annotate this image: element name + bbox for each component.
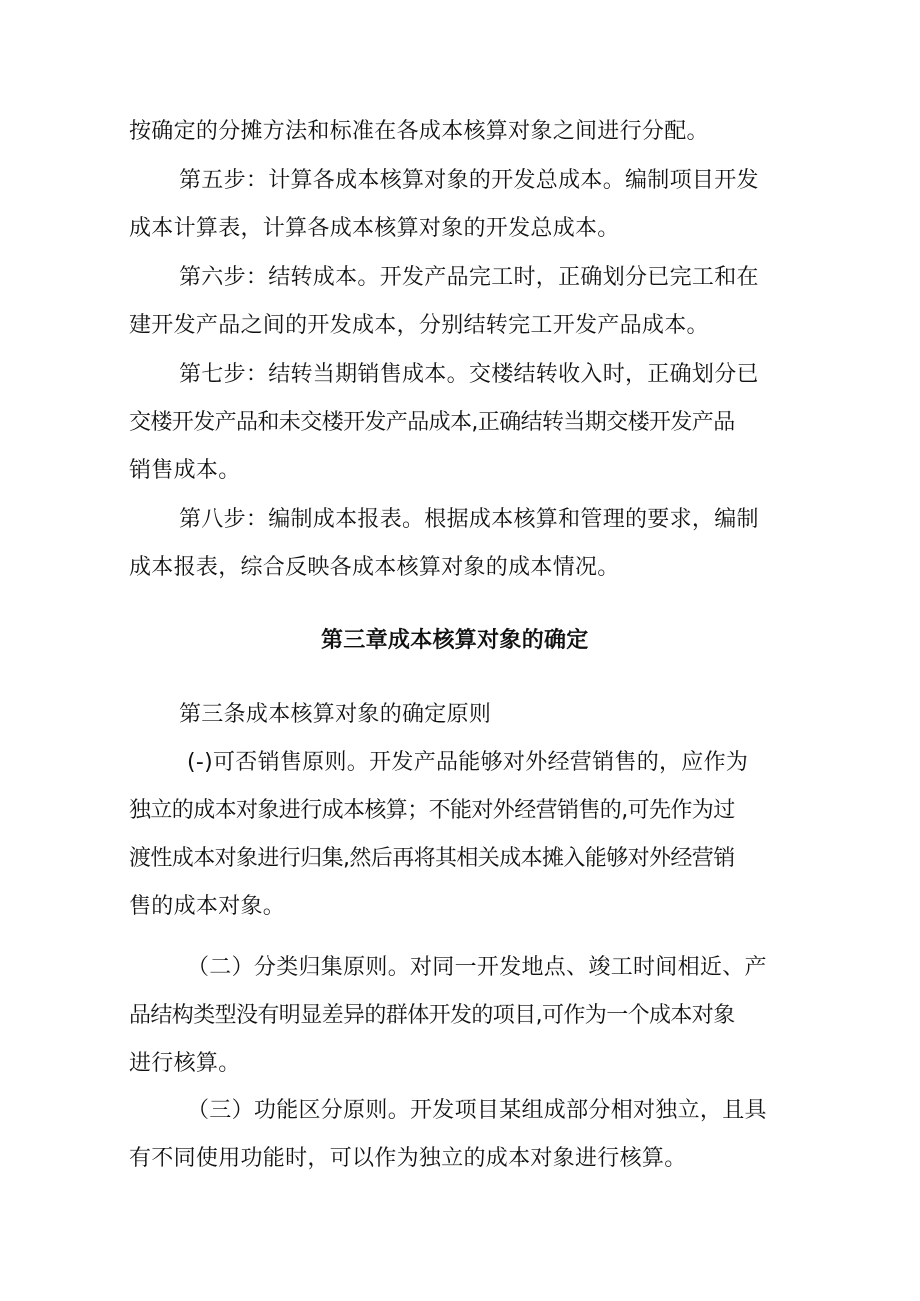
principle-saleability: (-)可否销售原则。开发产品能够对外经营销售的，应作为 xyxy=(187,750,749,775)
paragraph-line: 成本计算表，计算各成本核算对象的开发总成本。 xyxy=(129,216,620,241)
paragraph-line: 进行核算。 xyxy=(129,1051,241,1076)
chapter-heading: 第三章成本核算对象的确定 xyxy=(321,628,589,653)
principle-function: （三）功能区分原则。开发项目某组成部分相对独立，且具 xyxy=(187,1098,767,1123)
paragraph-line: 按确定的分摊方法和标准在各成本核算对象之间进行分配。 xyxy=(129,119,709,144)
paragraph-line: 交楼开发产品和未交楼开发产品成本,正确结转当期交楼开发产品 xyxy=(129,410,735,435)
paragraph-line: 成本报表，综合反映各成本核算对象的成本情况。 xyxy=(129,555,620,580)
paragraph-line: 渡性成本对象进行归集,然后再将其相关成本摊入能够对外经营销 xyxy=(129,846,735,871)
paragraph-step-five: 第五步：计算各成本核算对象的开发总成本。编制项目开发 xyxy=(179,168,759,193)
paragraph-step-six: 第六步：结转成本。开发产品完工时，正确划分已完工和在 xyxy=(179,265,759,290)
paragraph-line: 有不同使用功能时，可以作为独立的成本对象进行核算。 xyxy=(129,1146,687,1171)
paragraph-line: 独立的成本对象进行成本核算；不能对外经营销售的,可先作为过 xyxy=(129,798,735,823)
paragraph-line: 售的成本对象。 xyxy=(129,894,286,919)
paragraph-line: 品结构类型没有明显差异的群体开发的项目,可作为一个成本对象 xyxy=(129,1003,735,1028)
paragraph-step-eight: 第八步：编制成本报表。根据成本核算和管理的要求，编制 xyxy=(179,507,759,532)
article-title: 第三条成本核算对象的确定原则 xyxy=(179,702,492,727)
principle-classification: （二）分类归集原则。对同一开发地点、竣工时间相近、产 xyxy=(187,955,767,980)
paragraph-step-seven: 第七步：结转当期销售成本。交楼结转收入时，正确划分已 xyxy=(179,362,759,387)
paragraph-line: 销售成本。 xyxy=(129,458,241,483)
paragraph-line: 建开发产品之间的开发成本，分别结转完工开发产品成本。 xyxy=(129,313,709,338)
